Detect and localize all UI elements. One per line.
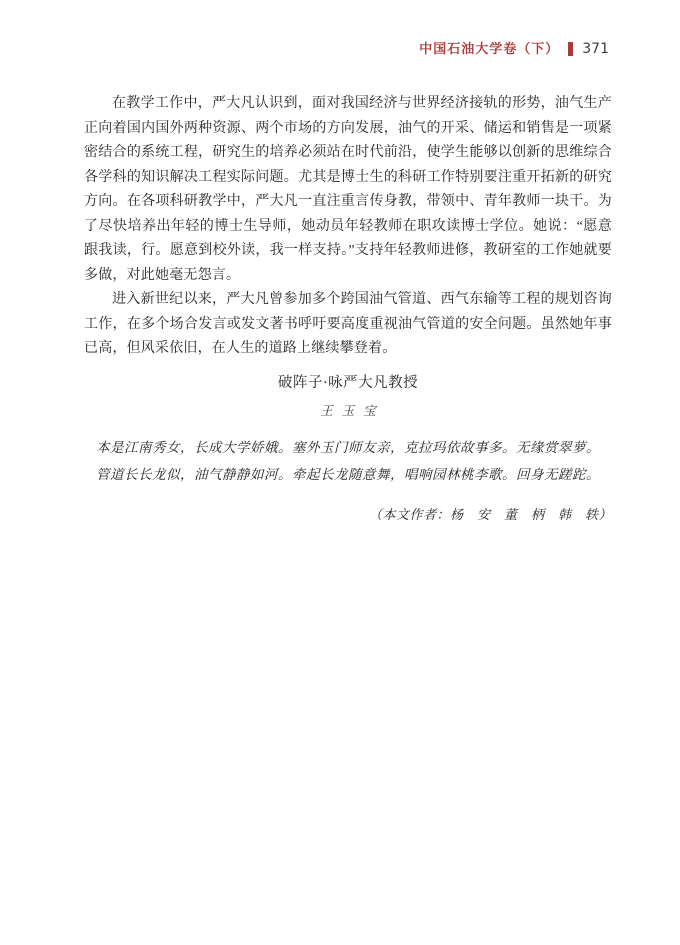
poem-author: 王玉宝 (320, 403, 385, 418)
header-book-title: 中国石油大学卷（下） (419, 41, 560, 56)
poem-title: 破阵子·咏严大凡教授 (277, 374, 419, 391)
body-paragraph-1: 在教学工作中，严大凡认识到，面对我国经济与世界经济接轨的形势，油气生产正向着国内国外两种资源、两个市场的方向发展，油气的开采、储运和销售是一项紧密结合的系统工程，研究生的培养必须站在时代前沿，使学生能够以创新的思维综合各学科的知识解决工程实际问题。尤其是博士生的科研工作特别要注重开拓新的研究方向。在各项科研教学中，严大凡一直注重言传身教，带领中、青年教师一块干。为了尽快培养出年轻的博士生导师，她动员年轻教师在职攻读博士学位。她说：“愿意跟我读，行。愿意到校外读，我一样支持。”支持年轻教师进修，教研室的工作她就要多做，对此她毫无怨言。 (84, 96, 612, 283)
author-attribution: （本文作者：杨 安 董 柄 韩 轶） (368, 506, 612, 522)
poem-line-2: 管道长长龙似，油气静静如河。牵起长龙随意舞，唱响园林桃李歌。回身无蹉跎。 (96, 466, 600, 482)
page-number: 371 (582, 41, 609, 57)
body-paragraph-2: 进入新世纪以来，严大凡曾参加多个跨国油气管道、西气东输等工程的规划咨询工作，在多个场合发言或发文著书呼吁要高度重视油气管道的安全问题。虽然她年事已高，但风采依旧，在人生的道路上继续攀登着。 (84, 292, 612, 356)
poem-body (84, 434, 612, 488)
poem-line-1: 本是江南秀女，长成大学娇娥。塞外玉门师友亲，克拉玛依故事多。无缘赏翠萝。 (96, 439, 600, 455)
page-header (419, 41, 609, 57)
header-divider-bar (568, 42, 573, 56)
page-content (84, 92, 612, 524)
